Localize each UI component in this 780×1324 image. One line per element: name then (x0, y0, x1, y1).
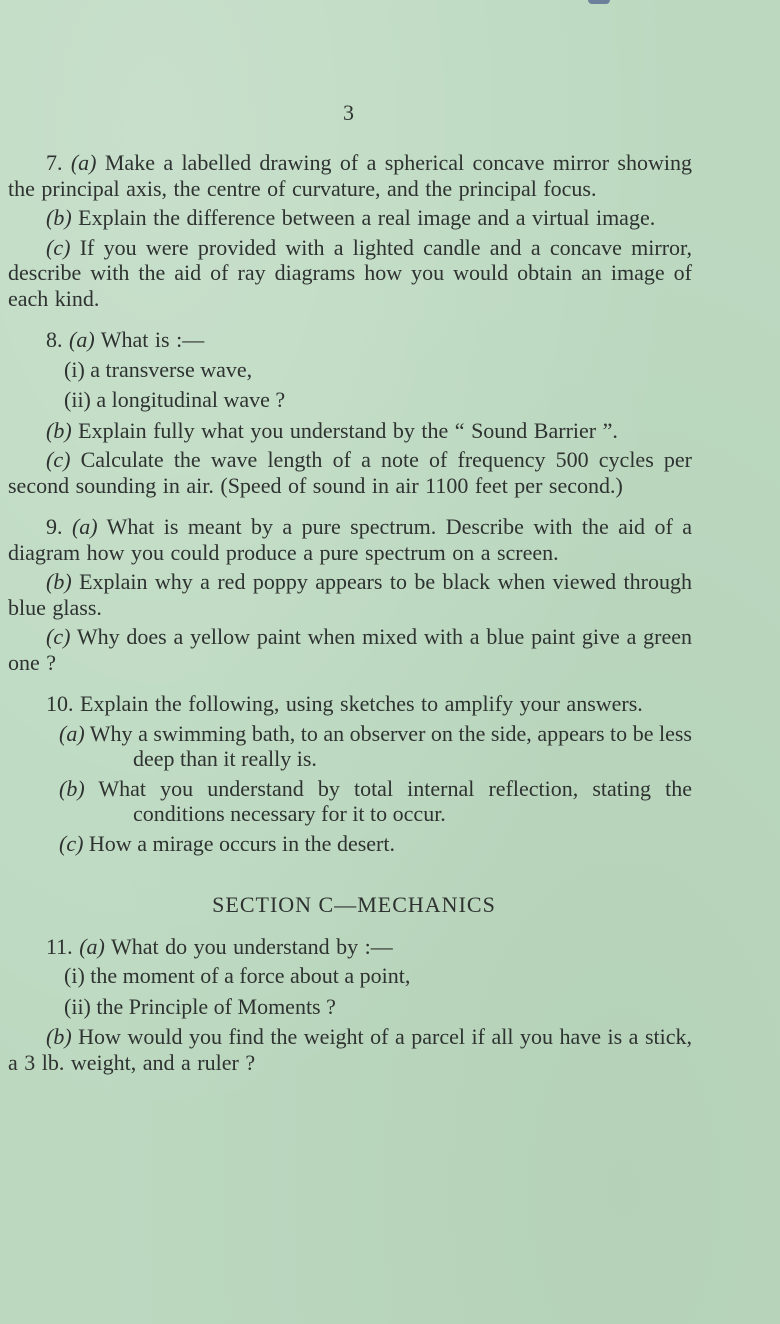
question-11a (8, 934, 692, 960)
question-9c (8, 624, 692, 675)
part-label: (a) (69, 327, 95, 352)
part-label: (b) (46, 205, 72, 230)
ink-mark (588, 0, 610, 4)
part-label: (c) (46, 624, 71, 649)
part-text: What is meant by a pure spectrum. Describe with the aid of a diagram how you could produce a pure spectrum on a screen. (8, 514, 693, 565)
question-10b (8, 776, 692, 827)
part-text: How would you find the weight of a parcel if all you have is a stick, a 3 lb. weight, and a ruler ? (8, 1024, 692, 1075)
part-text: Explain why a red poppy appears to be black when viewed through blue glass. (8, 569, 692, 620)
question-7c (8, 235, 692, 312)
part-label: (c) (46, 447, 71, 472)
question-8c (8, 447, 692, 498)
part-text: What you understand by total internal reflection, stating the conditions necessary for it to occur. (98, 775, 692, 826)
part-label: (b) (46, 1024, 72, 1049)
question-10-intro (8, 691, 692, 717)
part-text: Calculate the wave length of a note of frequency 500 cycles per second sounding in air. (Speed of sound in air 1100 feet per second.) (8, 447, 693, 498)
question-number: 9. (46, 514, 63, 539)
part-text: Explain fully what you understand by the “ Sound Barrier ”. (78, 417, 618, 443)
question-number: 7. (46, 150, 63, 175)
part-label: (b) (59, 775, 85, 801)
question-10a (8, 721, 692, 772)
question-10 (8, 691, 692, 856)
question-8b (8, 418, 692, 444)
question-8 (8, 327, 692, 498)
question-8a-i: (i) a transverse wave, (64, 356, 253, 382)
part-label: (c) (59, 830, 84, 856)
part-label: (b) (46, 569, 72, 594)
part-text: Explain the difference between a real image and a virtual image. (78, 205, 656, 230)
question-number: 8. (46, 327, 63, 352)
question-content (8, 150, 692, 1085)
question-7b (8, 205, 692, 231)
question-number: 11. (46, 933, 73, 959)
question-10c (8, 831, 692, 857)
part-text: What is :— (100, 327, 205, 352)
question-9 (8, 514, 692, 675)
question-11a-ii: (ii) the Principle of Moments ? (64, 993, 336, 1019)
question-11 (8, 934, 692, 1076)
question-7 (8, 150, 692, 311)
part-label: (a) (59, 720, 85, 746)
question-11b (8, 1024, 692, 1075)
part-text: If you were provided with a lighted candle and a concave mirror, describe with the aid of ray diagrams how you would obtain an image of each kind. (8, 234, 692, 311)
part-text: What do you understand by :— (110, 933, 393, 959)
page-number: 3 (343, 100, 355, 125)
part-label: (a) (71, 514, 98, 539)
question-number: 10. (46, 691, 74, 716)
part-text: Why a swimming bath, to an observer on the side, appears to be less deep than it really is. (89, 720, 692, 771)
question-8a (8, 327, 692, 353)
part-text: Why does a yellow paint when mixed with a blue paint give a green one ? (8, 624, 692, 675)
question-9a (8, 514, 692, 565)
part-label: (c) (46, 234, 71, 260)
question-11a-i: (i) the moment of a force about a point, (64, 963, 411, 988)
part-text: How a mirage occurs in the desert. (88, 830, 395, 856)
section-c-heading: SECTION C—MECHANICS (212, 892, 496, 917)
part-text: Make a labelled drawing of a spherical concave mirror showing the principal axis, the centre of curvature, and the principal focus. (8, 150, 692, 201)
part-label: (a) (79, 933, 105, 959)
question-8a-ii: (ii) a longitudinal wave ? (64, 387, 286, 412)
question-7a (8, 150, 692, 201)
part-label: (a) (70, 150, 97, 175)
part-label: (b) (46, 417, 72, 443)
part-text: Explain the following, using sketches to amplify your answers. (80, 691, 643, 716)
question-9b (8, 569, 692, 620)
